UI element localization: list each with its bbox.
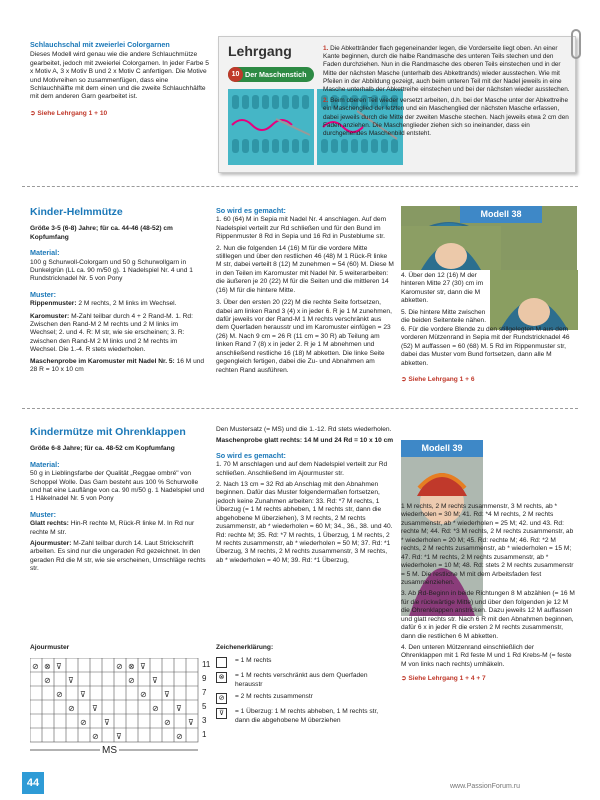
ajour-chart bbox=[30, 658, 230, 760]
ohren-left-column: Kindermütze mit Ohrenklappen Größe 6-8 Jahre; für ca. 48-52 cm Kopfumfang Material: 50 g in Lieblingsfarbe der Qualität „Reggae ombré" von Schoppel Wolle. Das Garn besteht aus 100 % Schurwolle und hat eine Lauflänge von ca. 90 m/50 g. 1 Nadelspiel und 1 Häkelnadel Nr. 5 von Pony Muster: Glatt rechts: Hin-R rechte M, Rück-R linke M. In Rd nur rechte M str. Ajourmuster: M-Zahl teilbar durch 14. Laut Strickschrift arbeiten. Es sind nur die ungeraden Rd gezeichnet. In den geraden Rd die M str, wie sie erscheinen, Umschläge rechts str. bbox=[30, 426, 206, 573]
svg-text:⊽: ⊽ bbox=[56, 662, 62, 671]
scarf-body: Dieses Modell wird genau wie die andere Schlauchmütze gearbeitet, jedoch mit zweierlei Colorgarnen. In jeder Farbe 5 x Motiv A, 3 x Motiv B und 2 x Motiv C anfertigen. Die Motive und Motivreihen so zusammenfügen, dass eine Schlauchhälfte mit dem einen und die zweite Schlauchhälfte mit dem anderen Garn gearbeitet ist. bbox=[30, 51, 209, 101]
scarf-see-link[interactable]: ➲ Siehe Lehrgang 1 + 10 bbox=[30, 109, 108, 117]
model-38-photo-2 bbox=[401, 226, 501, 270]
helm-left-column: Kinder-Helmmütze Größe 3-5 (6-8) Jahre; für ca. 44-46 (48-52) cm Kopfumfang Material: 100 g Schurwoll-Colorgarn und 50 g Schurwollgarn in Dunkelgrün (LL ca. 90 m/50 g). 1 Nadelspiel Nr. 4 und 1 Rundstricknadel Nr. 5 von Pony Muster: Rippenmuster: 2 M rechts, 2 M links im Wechsel. Karomuster: M-Zahl teilbar durch 4 + 2 Rand-M. 1. Rd: Zwischen den Rand-M 2 M rechts und 2 M links im Wechsel; 2. und 4. R: M str, wie sie erscheinen; 3. R: zwischen den Rand-M 2 M links und 2 M rechts im Wechsel. Die 1.-4. R stets wiederholen. Maschenprobe im Karomuster mit Nadel Nr. 5: 16 M und 28 R = 10 x 10 cm bbox=[30, 206, 205, 374]
model-38-tag: Modell 38 bbox=[460, 206, 542, 223]
helm-step-6: 6. Für die vordere Blende zu den stillgelegten M aus dem vorderen Mützenrand in Sepia mit der Rundstricknadel 46 (52) M auffassen = 60 (68) M. 5 Rd im Rippenmuster str, dabei das Muster vom Bund fortsetzen, dann alle M abketten. bbox=[401, 326, 570, 367]
svg-text:⊽: ⊽ bbox=[176, 704, 182, 713]
knit-stitch-icon bbox=[216, 657, 227, 668]
ohren-mid-column: Den Mustersatz (= MS) und die 1.-12. Rd stets wiederholen. Maschenprobe glatt rechts: 14 M und 24 Rd = 10 x 10 cm So wird es gemacht: 1. 70 M anschlagen und auf dem Nadelspiel verteilt zur Rd schließen. Anschließend im Ajourmuster str. 2. Nach 13 cm = 32 Rd ab Anschlag mit den Abnahmen beginnen. Dafür das Muster folgendermaßen fortsetzen, jedoch keine Zunahmen arbeiten: 33. Rd: *7 M rechts, 1 Überzug (= 1 M rechts abheben, 1 M rechts str, dann die abgehobene M überziehen), 3 M rechts, 2 M rechts zusammenstr, ab * wiederholen = 60 M; 34., 36., 38. und 40. Rd: rechte M; 35. Rd: *7 M rechts, 1 Überzug, 1 M rechts, 2 M rechts zusammenstr, ab * wiederholen = 50 M; 37. Rd: *1 Überzug, 3 M rechts, 2 M rechts zusammenstr, 3 M rechts, ab * wiederholen = 40 M; 39. Rd: *1 Überzug, bbox=[216, 426, 394, 564]
lehrgang-subtitle-pill: 10 Der Maschenstich bbox=[228, 67, 314, 82]
ms-label: MS bbox=[102, 745, 117, 756]
svg-text:⊽: ⊽ bbox=[104, 718, 110, 727]
helm-material: 100 g Schurwoll-Colorgarn und 50 g Schurwollgarn in Dunkelgrün (LL ca. 90 m/50 g). 1 Nadelspiel Nr. 4 und 1 Rundstricknadel Nr. 5 von Pony bbox=[30, 258, 193, 283]
helm-step-4: 4. Über den 12 (16) M der hinteren Mitte 27 (30) cm im Karomuster str, dann die M abketten. bbox=[401, 272, 484, 305]
legend-item: = 1 M rechts bbox=[216, 657, 394, 668]
legend-item: ⊗ = 1 M rechts verschränkt aus dem Querfaden herausstr bbox=[216, 672, 394, 689]
svg-text:⊘: ⊘ bbox=[116, 662, 123, 671]
ohren-step-3: 3. Ab Rd-Beginn in beide Richtungen 8 M abzählen (= 16 M für die rückwärtige Mitte) und über den folgenden je 12 M die Ohrenklappen anstricken. Dazu jeweils 12 M auffassen und glatt rechts str. Nach 6 R mit den Abnahmen beginnen, dafür 6 x in jeder R die ersten 2 M rechts zusammenstr, dann die restlichen 6 M abketten. bbox=[401, 590, 575, 640]
helm-size: Größe 3-5 (6-8) Jahre; für ca. 44-46 (48-52) cm Kopfumfang bbox=[30, 225, 173, 241]
row-number: 1 bbox=[202, 730, 207, 739]
legend-title: Zeichenerklärung: bbox=[216, 644, 274, 651]
helm-rippen: Rippenmuster: 2 M rechts, 2 M links im Wechsel. bbox=[30, 300, 177, 308]
ohren-size: Größe 6-8 Jahre; für ca. 48-52 cm Kopfumfang bbox=[30, 445, 175, 453]
row-number: 11 bbox=[202, 660, 211, 669]
arrow-right-icon: ➲ bbox=[30, 109, 36, 117]
chart-row-numbers bbox=[202, 658, 216, 742]
legend bbox=[216, 644, 394, 729]
ohren-step-2-cont: 1 M rechts, 2 M rechts zusammenstr, 3 M rechts, ab * wiederholen = 30 M; 41. Rd: *4 M rechts, 2 M rechts zusammenstr, ab * wiederholen = 25 M; 42. und 43. Rd: rechte M; 44. Rd: *3 M rechts, 2 M rechts zusammenstr, ab * wiederholen = 20 M; 45. Rd: rechte M; 46. Rd: *2 M rechts, 2 M rechts zusammenstr, ab * wiederholen = 15 M; 47. Rd: *1 M rechts, 2 M rechts zusammenstr, ab * wiederholen = 10 M; 48. Rd: stets 2 M rechts zusammenstr = 5 M. Die restliche M mit dem Arbeitsfaden fest zusammenziehen. bbox=[401, 503, 574, 586]
svg-text:⊽: ⊽ bbox=[164, 690, 170, 699]
row-number: 5 bbox=[202, 702, 207, 711]
svg-text:⊘: ⊘ bbox=[32, 662, 39, 671]
arrow-right-icon: ➲ bbox=[401, 675, 407, 683]
row-number: 3 bbox=[202, 716, 207, 725]
lehrgang-box bbox=[218, 36, 576, 173]
ohren-step-1: 1. 70 M anschlagen und auf dem Nadelspiel verteilt zur Rd schließen. Anschließend im Ajourmuster str. bbox=[216, 461, 388, 477]
svg-text:⊘: ⊘ bbox=[176, 732, 183, 741]
arrow-right-icon: ➲ bbox=[401, 376, 407, 384]
model-38-side-photo bbox=[490, 270, 578, 330]
paperclip-icon bbox=[571, 29, 581, 59]
helm-step-1: 1. 60 (64) M in Sepia mit Nadel Nr. 4 anschlagen. Auf dem Nadelspiel verteilt zur Rd schließen und für den Bund im Rippenmuster 8 Rd in Sepia und 16 Rd in Pusteblume str. bbox=[216, 216, 387, 241]
legend-item: ⊘ = 2 M rechts zusammenstr bbox=[216, 693, 394, 704]
ohren-see-link[interactable]: ➲ Siehe Lehrgang 1 + 4 + 7 bbox=[401, 675, 486, 683]
ohren-material: 50 g in Lieblingsfarbe der Qualität „Reggae ombré" von Schoppel Wolle. Das Garn besteht aus 100 % Schurwolle und hat eine Lauflänge von ca. 90 m/50 g. 1 Nadelspiel und 1 Häkelnadel Nr. 5 von Pony bbox=[30, 470, 205, 503]
divider-1 bbox=[22, 186, 578, 187]
svg-text:⊘: ⊘ bbox=[80, 718, 87, 727]
svg-text:⊽: ⊽ bbox=[80, 690, 86, 699]
helm-right-column bbox=[401, 326, 577, 385]
helm-step-5: 5. Die hintere Mitte zwischen die beiden Seitenteile nähen. bbox=[401, 308, 487, 325]
lehrgang-number: 10 bbox=[228, 67, 243, 82]
legend-item: ⊽ = 1 Überzug: 1 M rechts abheben, 1 M rechts str, dann die abgehobene M überziehen bbox=[216, 708, 394, 725]
ohren-ms-note: Den Mustersatz (= MS) und die 1.-12. Rd stets wiederholen. bbox=[216, 426, 392, 433]
helm-right-narrow bbox=[401, 272, 487, 329]
helm-probe: Maschenprobe im Karomuster mit Nadel Nr. 5: 16 M und 28 R = 10 x 10 cm bbox=[30, 357, 205, 374]
stitch-illustration bbox=[228, 89, 314, 165]
svg-text:⊽: ⊽ bbox=[152, 676, 158, 685]
lehrgang-title: Lehrgang bbox=[228, 43, 292, 59]
svg-text:⊘: ⊘ bbox=[128, 676, 135, 685]
skpo-icon: ⊽ bbox=[216, 708, 227, 719]
svg-text:⊘: ⊘ bbox=[92, 732, 99, 741]
lehrgang-text: 1. Die Abkettränder flach gegeneinander legen, die Vorderseite liegt oben. An einer Kante beginnen, durch die halbe Randmasche des unteren Teils stechen und den Faden durchziehen. Nun in die Randmasche des oberen Teils einstechen und in der Mitte der nächsten Masche (unterhalb des Abkettrands) wieder ausstechen. Wie mit Pfeilen in der Abbildung gezeigt, auch beim unteren Teil mit der Nadel jeweils in eine Masche unterhalb der Abkettreihe einstechen und bei der nächsten wieder ausstechen. 2. Beim oberen Teil wieder versetzt arbeiten, d.h. bei der Masche unter der Abkettreihe ein Maschenglied der letzten und ein Maschenglied der nächsten Masche erfassen, dabei jeweils durch die Mitte der zweiten Masche stechen. Nach jeweils etwa 2 cm den Faden anziehen. Die Maschenglieder ziehen sich so ineinander, dass ein durchgehendes Maschenbild entsteht. bbox=[323, 45, 570, 137]
ohren-step-4: 4. Den unteren Mützenrand einschließlich der Ohrenklappen mit 1 Rd feste M und 1 Rd Krebs-M (= feste M von links nach rechts) umhäkeln. bbox=[401, 644, 572, 668]
helm-step-3: 3. Über den ersten 20 (22) M die rechte Seite fortsetzen, dabei am linken Rand 3 (4) x in jeder 6. R je 1 M zunehmen, dafür jeweils vor der Rand-M 1 M rechts verschränkt aus dem Querfaden herausstr und im Karomuster einfügen = 23 (26) M. Nach 9 cm = 26 R (11 cm = 30 R) ab Teilung am linken Rand 7 (8) x in jeder 2. R je 1 M abnehmen und anschließend restliche 16 (18) M abketten. Die linke Seite gegengleich fertigen, dabei die Zu- und Abnahmen am rechten Rand ausführen. bbox=[216, 299, 392, 374]
svg-text:⊘: ⊘ bbox=[164, 718, 171, 727]
divider-2 bbox=[22, 408, 578, 409]
svg-text:⊘: ⊘ bbox=[152, 704, 159, 713]
scarf-section bbox=[30, 40, 210, 118]
svg-text:⊗: ⊗ bbox=[44, 662, 51, 671]
ohren-right-column bbox=[401, 503, 577, 684]
ohren-step-2: 2. Nach 13 cm = 32 Rd ab Anschlag mit den Abnahmen beginnen. Dafür das Muster folgendermaßen fortsetzen, jedoch keine Zunahmen arbeiten: 33. Rd: *7 M rechts, 1 Überzug (= 1 M rechts abheben, 1 M rechts str, dann die abgehobene M überziehen), 3 M rechts, 2 M rechts zusammenstr, ab * wiederholen = 60 M; 34., 36., 38. und 40. Rd: rechte M; 35. Rd: *7 M rechts, 1 Überzug, 1 M rechts, 2 M rechts zusammenstr, ab * wiederholen = 50 M; 37. Rd: *1 Überzug, 3 M rechts, 2 M rechts zusammenstr, 3 M rechts, ab * wiederholen = 40 M; 39. Rd: *1 Überzug, bbox=[216, 480, 393, 564]
ohren-heading: Kindermütze mit Ohrenklappen bbox=[30, 426, 186, 438]
helm-see-link[interactable]: ➲ Siehe Lehrgang 1 + 6 bbox=[401, 376, 475, 384]
svg-text:⊘: ⊘ bbox=[140, 690, 147, 699]
svg-text:⊘: ⊘ bbox=[56, 690, 63, 699]
page-number: 44 bbox=[22, 772, 44, 794]
lehrgang-step-1: Die Abkettränder flach gegeneinander legen, die Vorderseite liegt oben. An einer Kante beginnen, durch die halbe Randmasche des unteren Teils stechen und den Faden durchziehen. Nun in die Randmasche des oberen Teils einstechen und in der Mitte der nächsten Masche (unterhalb des Abkettrands) wieder ausstechen. Wie mit Pfeilen in der Abbildung gezeigt, auch beim unteren Teil mit der Nadel jeweils in eine Masche unterhalb der Abkettreihe einstechen und bei der nächsten wieder ausstechen. bbox=[323, 45, 570, 93]
svg-text:⊽: ⊽ bbox=[68, 676, 74, 685]
svg-text:⊗: ⊗ bbox=[128, 662, 135, 671]
helm-mid-column: So wird es gemacht: 1. 60 (64) M in Sepia mit Nadel Nr. 4 anschlagen. Auf dem Nadelspiel verteilt zur Rd schließen und für den Bund im Rippenmuster 8 Rd in Sepia und 16 Rd in Pusteblume str. 2. Nun die folgenden 14 (16) M für die vordere Mitte stilllegen und über den restlichen 46 (48) M 1 Rück-R linke M str, dabei verteilt 8 (12) M zunehmen = 54 (60) M. Diese M in den Teilen im Karomuster mit Nadel Nr. 5 weiterarbeiten: die äußeren je 20 (22) M für die Seiten und die mittleren 14 (16) M für die hintere Mitte. 3. Über den ersten 20 (22) M die rechte Seite fortsetzen, dabei am linken Rand 3 (4) x in jeder 6. R je 1 M zunehmen, dafür jeweils vor der Rand-M 1 M rechts verschränkt aus dem Querfaden herausstr und im Karomuster einfügen = 23 (26) M. Nach 9 cm = 26 R (11 cm = 30 R) ab Teilung am linken Rand 7 (8) x in jeder 2. R je 1 M abnehmen und anschließend restliche 16 (18) M abketten. Die linke Seite gegengleich fertigen, dabei die Zu- und Abnahmen am rechten Rand ausführen. bbox=[216, 206, 394, 374]
svg-text:⊽: ⊽ bbox=[140, 662, 146, 671]
lehrgang-step-2: Beim oberen Teil wieder versetzt arbeiten, d.h. bei der Masche unter der Abkettreihe ein Maschenglied der letzten und ein Maschenglied der nächsten Masche erfassen, dabei jeweils durch die Mitte der zweiten Masche stechen. Nach jeweils etwa 2 cm den Faden anziehen. Die Maschenglieder ziehen sich so ineinander, dass ein durchgehendes Maschenbild entsteht. bbox=[323, 97, 569, 137]
ohren-probe: Maschenprobe glatt rechts: 14 M und 24 Rd = 10 x 10 cm bbox=[216, 437, 394, 445]
site-footer: www.PassionForum.ru bbox=[450, 783, 521, 790]
row-number: 9 bbox=[202, 674, 207, 683]
twisted-increase-icon: ⊗ bbox=[216, 672, 227, 683]
scarf-heading: Schlauchschal mit zweierlei Colorgarnen bbox=[30, 40, 170, 49]
model-39-tag: Modell 39 bbox=[401, 440, 483, 457]
ohren-ajour: Ajourmuster: M-Zahl teilbar durch 14. Laut Strickschrift arbeiten. Es sind nur die ungeraden Rd gezeichnet. In den geraden Rd die M str, wie sie erscheinen, Umschläge rechts str. bbox=[30, 539, 206, 573]
row-number: 7 bbox=[202, 688, 207, 697]
svg-text:⊽: ⊽ bbox=[116, 732, 122, 741]
helm-heading: Kinder-Helmmütze bbox=[30, 206, 123, 218]
svg-text:⊘: ⊘ bbox=[44, 676, 51, 685]
svg-text:⊽: ⊽ bbox=[188, 718, 194, 727]
helm-karo: Karomuster: M-Zahl teilbar durch 4 + 2 Rand-M. 1. Rd: Zwischen den Rand-M 2 M rechts und 2 M links im Wechsel; 2. und 4. R: M str, wie sie erscheinen; 3. R: zwischen den Rand-M 2 M links und 2 M rechts im Wechsel. Die 1.-4. R stets wiederholen. bbox=[30, 312, 193, 354]
chart-title: Ajourmuster bbox=[30, 644, 70, 651]
svg-text:⊘: ⊘ bbox=[68, 704, 75, 713]
helm-step-2: 2. Nun die folgenden 14 (16) M für die vordere Mitte stilllegen und über den restlichen 46 (48) M 1 Rück-R linke M str, dabei verteilt 8 (12) M zunehmen = 54 (60) M. Diese M in den Teilen im Karomuster mit Nadel Nr. 5 weiterarbeiten: die äußeren je 20 (22) M für die Seiten und die mittleren 14 (16) M für die hintere Mitte. bbox=[216, 244, 394, 294]
k2tog-icon: ⊘ bbox=[216, 693, 227, 704]
svg-text:⊽: ⊽ bbox=[92, 704, 98, 713]
ohren-glatt: Glatt rechts: Hin-R rechte M, Rück-R linke M. In Rd nur rechte M str. bbox=[30, 520, 195, 536]
